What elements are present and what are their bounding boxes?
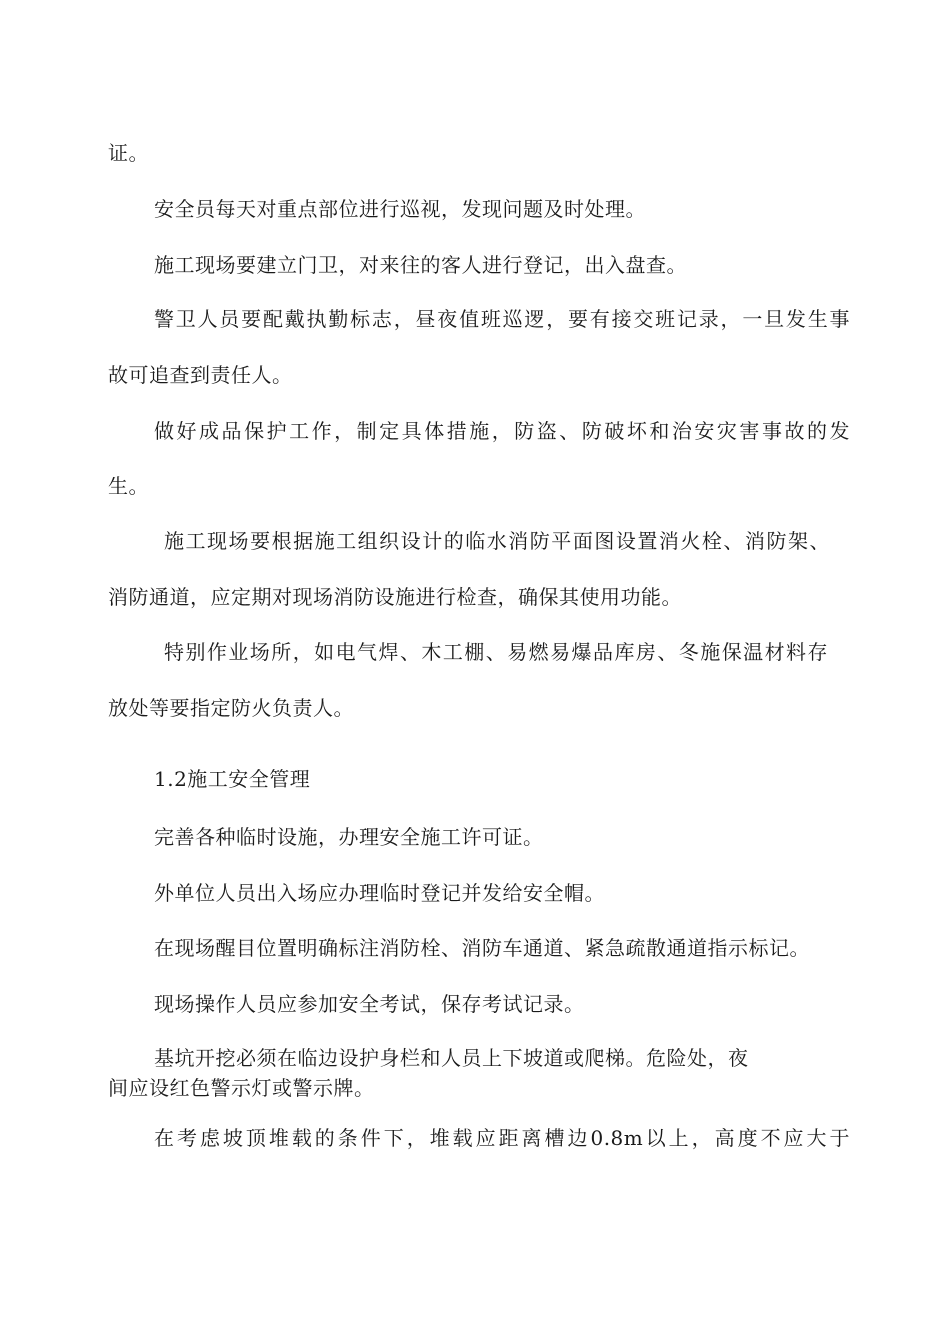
- paragraph-line: 外单位人员出入场应办理临时登记并发给安全帽。: [154, 881, 605, 905]
- paragraph-line: 施工现场要建立门卫，对来往的客人进行登记，出入盘查。: [154, 253, 687, 277]
- paragraph-line: 特别作业场所，如电气焊、木工棚、易燃易爆品库房、冬施保温材料存: [164, 640, 828, 664]
- paragraph-line: 消防通道，应定期对现场消防设施进行检查，确保其使用功能。: [108, 585, 682, 609]
- paragraph-line: 做好成品保护工作，制定具体措施，防盗、防破坏和治安灾害事故的发: [154, 419, 850, 443]
- paragraph-line: 证。: [108, 141, 149, 165]
- paragraph-line: 施工现场要根据施工组织设计的临水消防平面图设置消火栓、消防架、: [164, 529, 830, 553]
- paragraph-line: 生。: [108, 474, 149, 498]
- paragraph-line: 基坑开挖必须在临边设护身栏和人员上下坡道或爬梯。危险处，夜: [154, 1046, 749, 1070]
- paragraph-line: 完善各种临时设施，办理安全施工许可证。: [154, 825, 544, 849]
- paragraph-line: 安全员每天对重点部位进行巡视，发现问题及时处理。: [154, 197, 646, 221]
- paragraph-line: 警卫人员要配戴执勤标志，昼夜值班巡逻，要有接交班记录，一旦发生事: [154, 307, 850, 331]
- paragraph-line: 在考虑坡顶堆载的条件下，堆载应距离槽边0.8m以上，高度不应大于: [154, 1126, 850, 1150]
- section-heading: 1.2施工安全管理: [154, 767, 311, 791]
- paragraph-line: 间应设红色警示灯或警示牌。: [108, 1076, 375, 1100]
- paragraph-line: 故可追查到责任人。: [108, 363, 293, 387]
- paragraph-line: 放处等要指定防火负责人。: [108, 696, 354, 720]
- paragraph-line: 在现场醒目位置明确标注消防栓、消防车通道、紧急疏散通道指示标记。: [154, 936, 810, 960]
- paragraph-line: 现场操作人员应参加安全考试，保存考试记录。: [154, 992, 585, 1016]
